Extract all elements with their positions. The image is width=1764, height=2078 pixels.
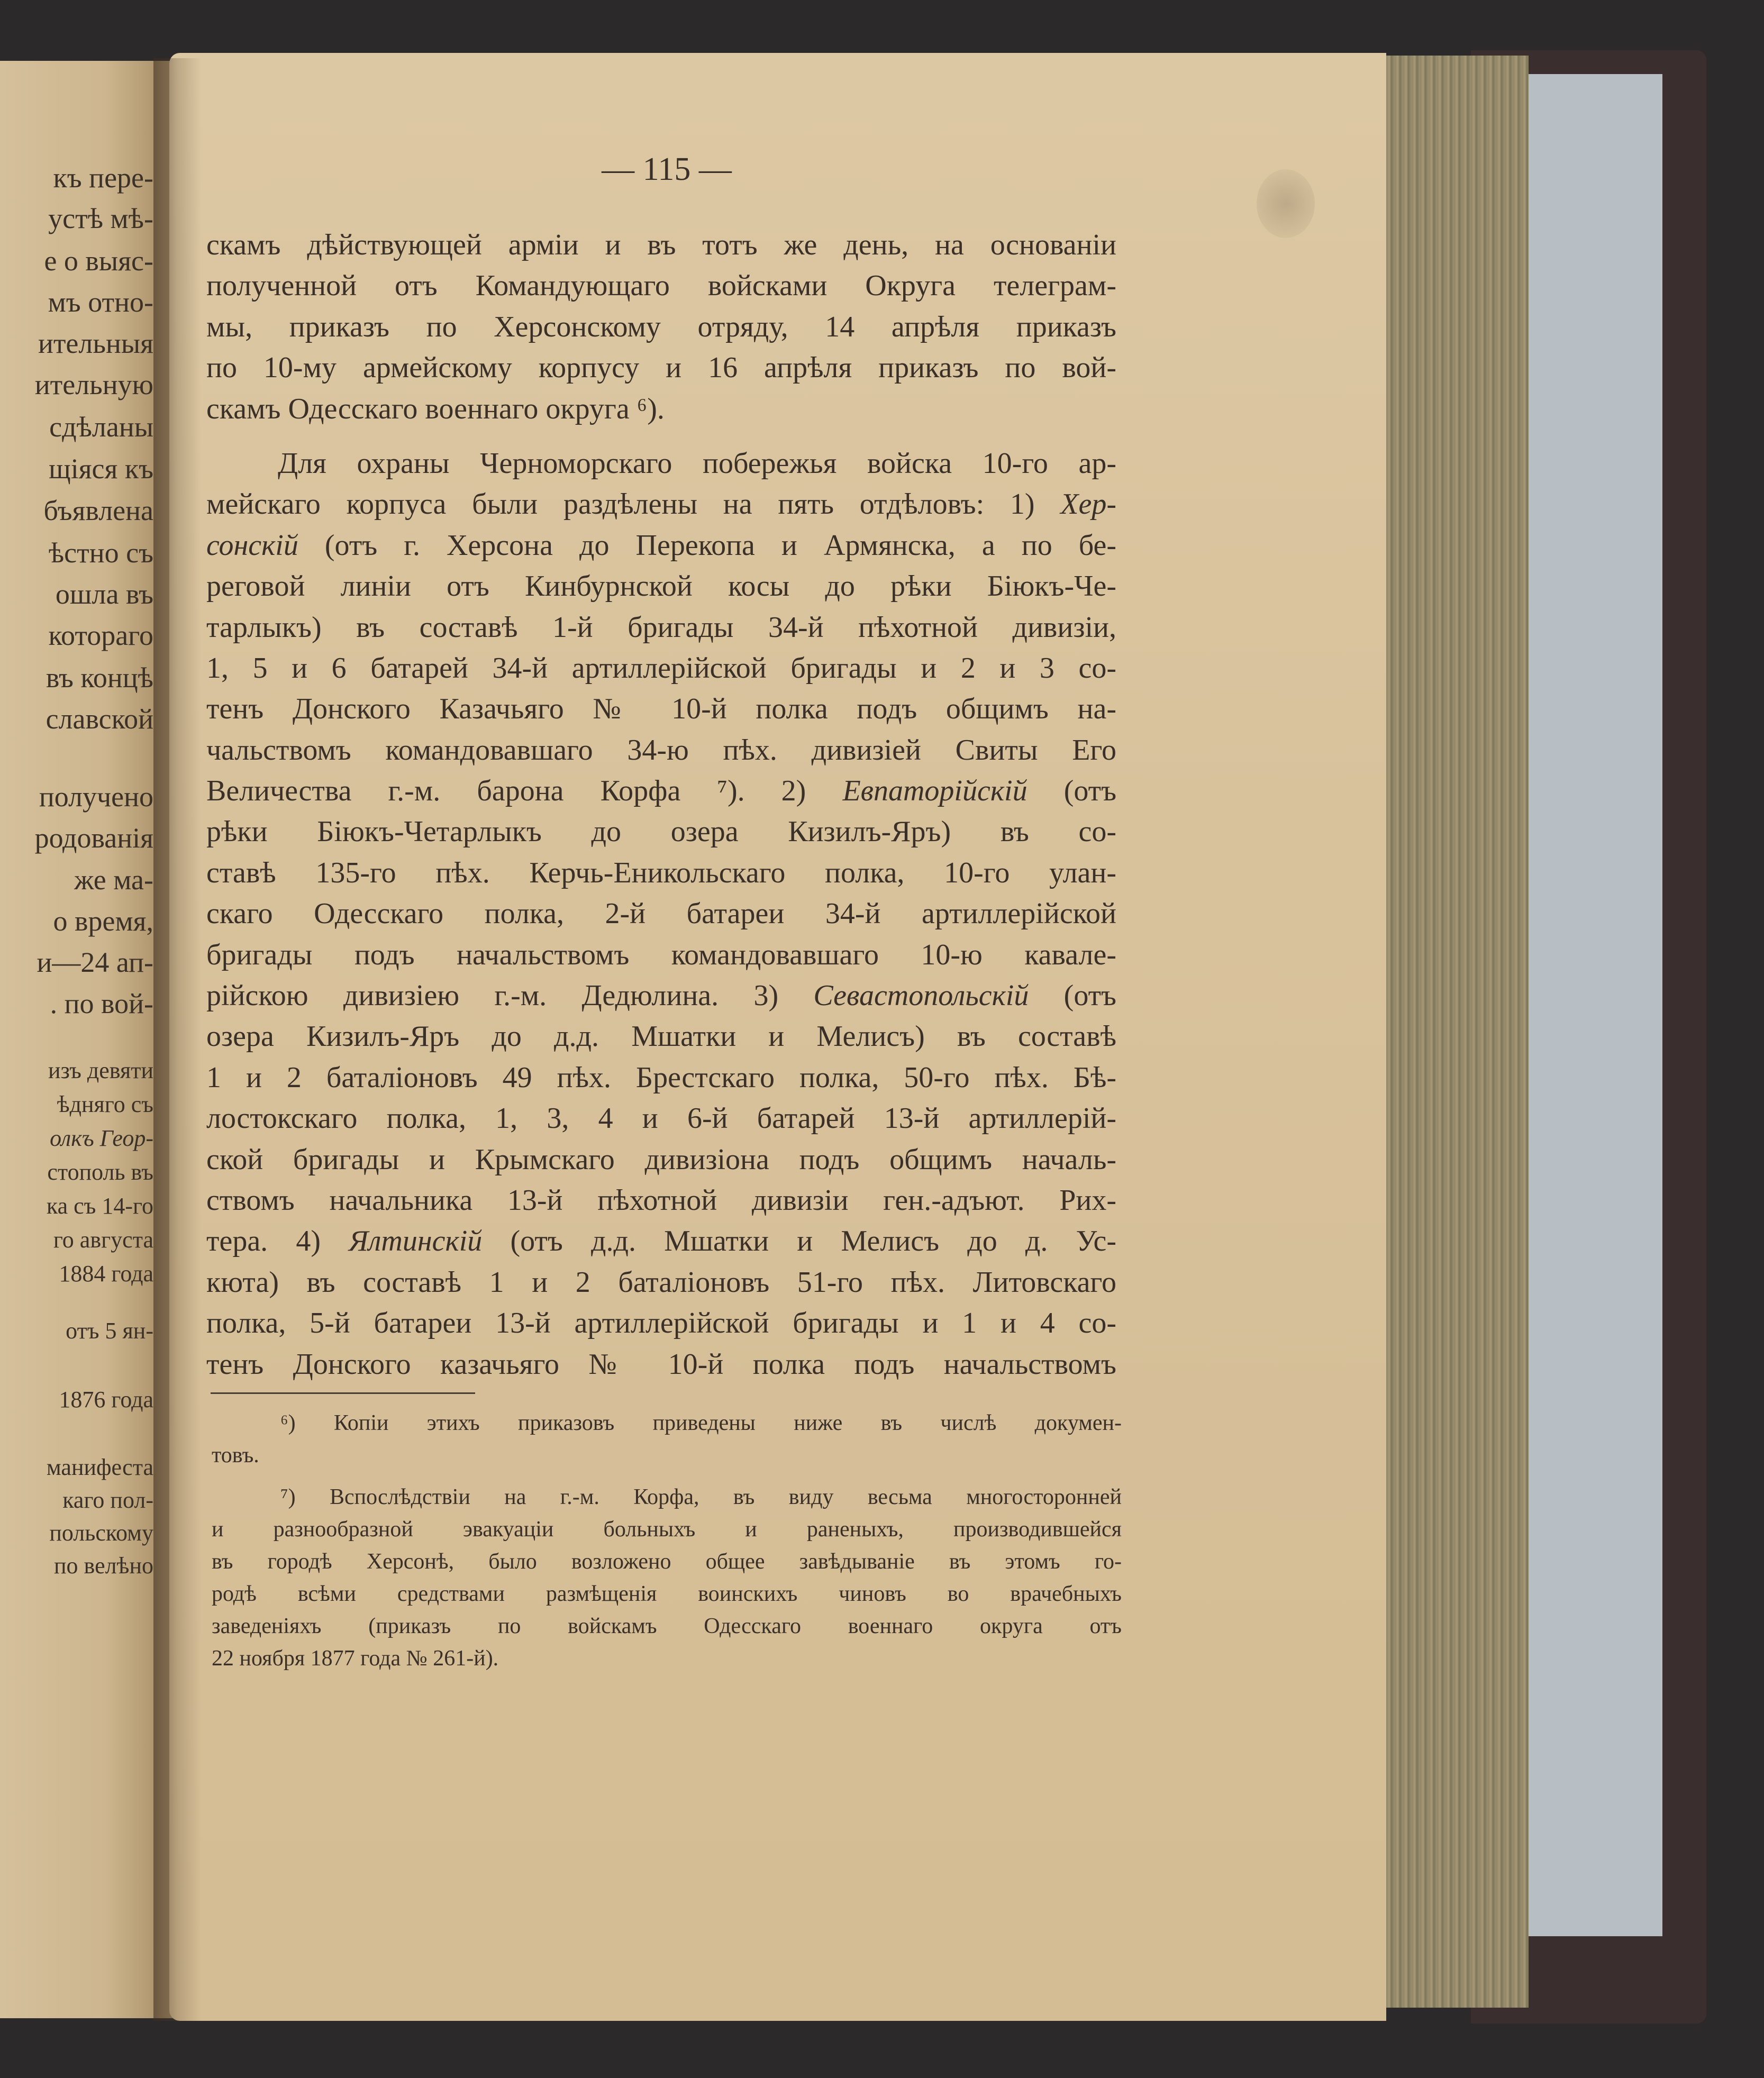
text-line: 1, 5 и 6 батарей 34-й артиллерійской бригады и 2 и 3 со-	[206, 651, 1116, 685]
text-line: скамъ дѣйствующей арміи и въ тотъ же день, на основаніи	[206, 229, 1116, 261]
text-fragment: рійскою дивизіею г.-м. Дедюлина. 3)	[206, 979, 779, 1013]
text-line: озера Кизилъ-Яръ до д.д. Мшатки и Мелисъ) въ составѣ	[206, 1020, 1116, 1053]
gutter-shadow	[153, 58, 201, 2021]
italic-fragment: Ялтинскій	[349, 1225, 483, 1258]
left-page-line: славской	[46, 703, 153, 735]
text-line: по 10-му армейскому корпусу и 16 апрѣля приказъ по вой-	[206, 351, 1116, 385]
text-line: рѣки Біюкъ-Четарлыкъ до озера Кизилъ-Яръ) въ со-	[206, 815, 1116, 849]
text-line: мы, приказъ по Херсонскому отряду, 14 апрѣля приказъ	[206, 310, 1116, 343]
left-page-line: польскому	[49, 1520, 153, 1546]
text-line: лостокскаго полка, 1, 3, 4 и 6-й батарей 13-й артиллерій-	[206, 1102, 1116, 1135]
left-page-line: 1884 года	[59, 1261, 153, 1287]
text-fragment: (отъ	[1063, 979, 1117, 1013]
text-line	[206, 771, 1116, 812]
left-page-line: е о выяс-	[44, 245, 153, 277]
left-page-line: стополь въ	[47, 1159, 153, 1185]
left-page-line: родованія	[34, 822, 153, 854]
text-line: бригады подъ начальствомъ командовавшаго 10-ю кавале-	[206, 938, 1116, 971]
left-page-line: ошла въ	[55, 578, 153, 610]
text-line: полка, 5-й батареи 13-й артиллерійской бригады и 1 и 4 со-	[206, 1307, 1116, 1340]
text-line: тенъ Донского Казачьяго № 10-й полка подъ общимъ на-	[206, 692, 1116, 726]
text-line: скаго Одесскаго полка, 2-й батареи 34-й артиллерійской	[206, 897, 1116, 931]
footnote-line: товъ.	[212, 1443, 259, 1468]
italic-fragment: Хер-	[1060, 488, 1116, 521]
text-fragment: мейскаго корпуса были раздѣлены на пять отдѣловъ: 1)	[206, 488, 1035, 521]
footnote-line: ⁶) Копіи этихъ приказовъ приведены ниже въ числѣ докумен-	[280, 1411, 1122, 1435]
footnotes	[212, 1407, 1122, 1675]
left-page-line: ительныя	[38, 327, 153, 359]
left-page-line: 1876 года	[59, 1387, 153, 1412]
text-line: полученной отъ Командующаго войсками Округа телеграм-	[206, 269, 1116, 303]
left-page-line: каго пол-	[62, 1487, 153, 1513]
footnote-separator	[211, 1392, 475, 1394]
italic-fragment: Севастопольскій	[813, 979, 1029, 1013]
text-fragment: тера. 4)	[206, 1225, 321, 1258]
left-page-line: ительную	[34, 369, 153, 400]
left-page-line: отъ 5 ян-	[66, 1318, 153, 1344]
text-fragment: (отъ д.д. Мшатки и Мелисъ до д. Ус-	[510, 1225, 1117, 1258]
left-page-line: устѣ мѣ-	[48, 203, 153, 234]
page-edges	[1376, 56, 1529, 2008]
text-line: тенъ Донского казачьяго № 10-й полка подъ начальствомъ	[206, 1347, 1116, 1381]
left-page-line: го августа	[53, 1227, 153, 1253]
text-line: скамъ Одесскаго военнаго округа ⁶).	[206, 392, 665, 425]
text-fragment: (отъ г. Херсона до Перекопа и Армянска, а по бе-	[324, 528, 1116, 562]
footnote-line: 22 ноября 1877 года № 261-й).	[212, 1646, 499, 1671]
body-text	[206, 225, 1116, 1385]
text-line: реговой линіи отъ Кинбурнской косы до рѣки Біюкъ-Че-	[206, 570, 1116, 603]
text-line	[206, 484, 1116, 525]
text-fragment: Величества г.-м. барона Корфа ⁷). 2)	[206, 774, 806, 808]
text-line: ствомъ начальника 13-й пѣхотной дивизіи ген.-адъют. Рих-	[206, 1183, 1116, 1217]
left-page-line: . по вой-	[50, 988, 153, 1019]
left-page-line: изъ девяти	[48, 1058, 153, 1083]
text-line: ставѣ 135-го пѣх. Керчь-Еникольскаго полка, 10-го улан-	[206, 856, 1116, 889]
text-line	[206, 1221, 1116, 1262]
text-line	[206, 525, 1116, 566]
text-fragment: (отъ	[1063, 774, 1117, 808]
italic-fragment: Евпаторійскій	[842, 774, 1028, 808]
left-page-line: котораго	[48, 619, 153, 651]
left-page-line: мъ отно-	[48, 286, 153, 318]
left-page-line: щіяся къ	[49, 453, 153, 485]
left-page	[0, 61, 175, 2018]
text-line: тарлыкъ) въ составѣ 1-й бригады 34-й пѣхотной дивизіи,	[206, 610, 1116, 644]
left-page-line: же ма-	[74, 864, 153, 896]
footnote-line: и разнообразной эвакуаціи больныхъ и раненыхъ, производившейся	[212, 1517, 1122, 1542]
paper-stain	[1257, 169, 1315, 238]
footnote-line: ⁷) Вспослѣдствіи на г.-м. Корфа, въ виду весьма многосторонней	[280, 1485, 1122, 1509]
footnote-line: родѣ всѣми средствами размѣщенія воинскихъ чиновъ во врачебныхъ	[212, 1582, 1122, 1606]
text-line: Для охраны Черноморскаго побережья войска 10-го ар-	[278, 446, 1116, 480]
left-page-line: и—24 ап-	[37, 946, 153, 978]
left-page-line: ѣдняго съ	[57, 1091, 153, 1117]
italic-fragment: сонскій	[206, 528, 298, 562]
text-line: 1 и 2 баталіоновъ 49 пѣх. Брестскаго полка, 50-го пѣх. Бѣ-	[206, 1061, 1116, 1094]
left-page-line: по велѣно	[54, 1553, 153, 1579]
left-page-line: олкъ Геор-	[50, 1125, 153, 1151]
left-page-line: ѣстно съ	[48, 537, 153, 569]
left-page-line: получено	[39, 781, 153, 813]
left-page-line: сдѣланы	[49, 411, 153, 443]
text-line: кюта) въ составѣ 1 и 2 баталіоновъ 51-го пѣх. Литовскаго	[206, 1265, 1116, 1299]
left-page-line: въ концѣ	[46, 662, 153, 694]
left-page-line: къ пере-	[53, 162, 153, 194]
page-number: — 115 —	[602, 151, 732, 187]
footnote-line: въ городѣ Херсонѣ, было возложено общее завѣдываніе въ этомъ го-	[212, 1550, 1122, 1574]
text-line	[206, 976, 1116, 1016]
text-line: ской бригады и Крымскаго дивизіона подъ общимъ началь-	[206, 1143, 1116, 1176]
left-page-line: бъявлена	[43, 495, 153, 526]
left-page-line: манифеста	[46, 1454, 153, 1480]
left-page-line: ка съ 14-го	[46, 1193, 153, 1219]
text-line: чальствомъ командовавшаго 34-ю пѣх. дивизіей Свиты Его	[206, 733, 1116, 767]
footnote-line: заведеніяхъ (приказъ по войскамъ Одесскаго военнаго округа отъ	[212, 1614, 1122, 1638]
left-page-line: о время,	[53, 905, 153, 937]
